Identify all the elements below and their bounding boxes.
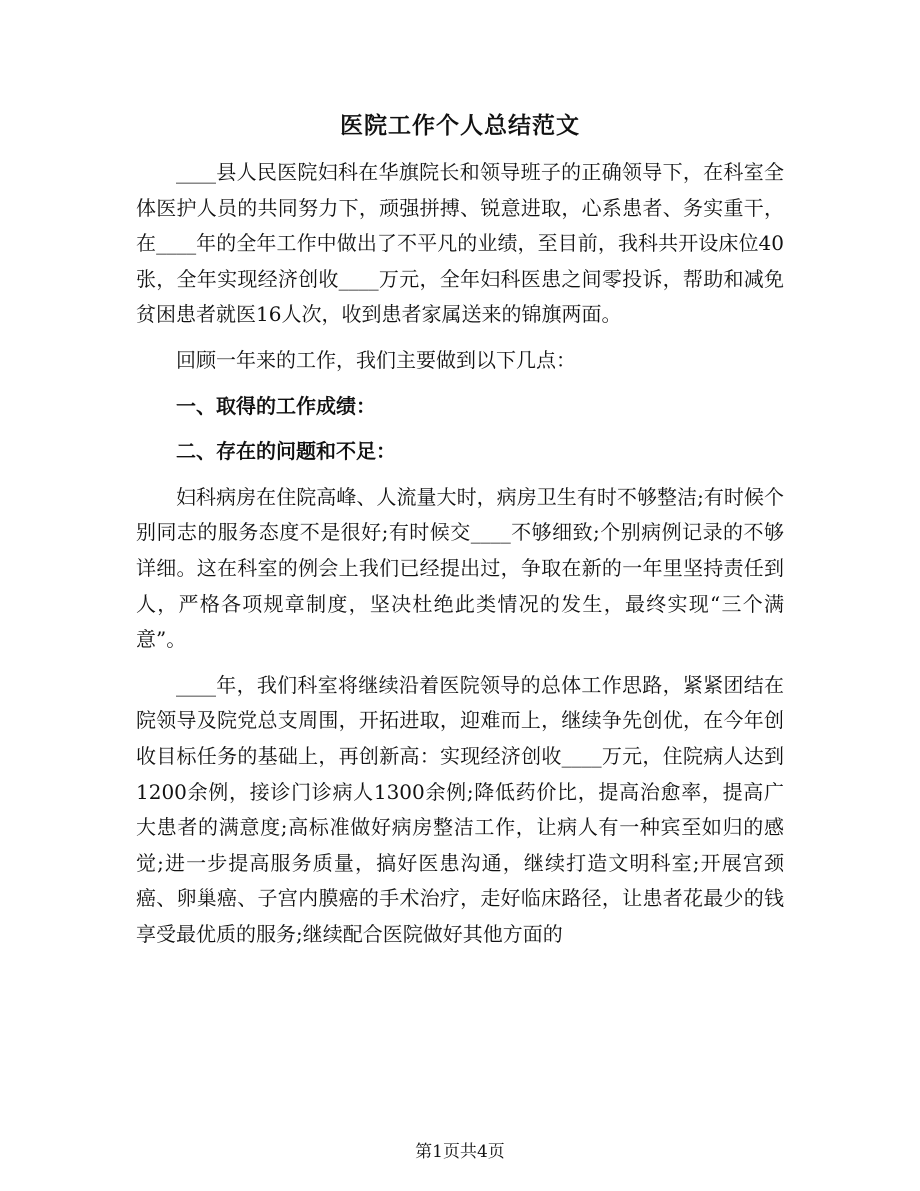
document-title: 医院工作个人总结范文 <box>340 112 580 139</box>
heading-achievements: 一、取得的工作成绩： <box>176 393 376 418</box>
page-footer: 第1页共4页 <box>415 1142 505 1162</box>
heading-problems: 二、存在的问题和不足： <box>176 439 396 464</box>
paragraph-plans: ____年，我们科室将继续沿着医院领导的总体工作思路，紧紧团结在院领导及院党总支周围，开拓进取，迎难而上，继续争先创优，在今年创收目标任务的基础上，再创新高：实现经济创收____万元，住院病人达到1200余例，接诊门诊病人1300余例;降低药价比，提高治愈率，提高广大患者的满意度;高标准做好病房整洁工作，让病人有一种宾至如归的感觉;进一步提高服务质量，搞好医患沟通，继续打造文明科室;开展宫颈癌、卵巢癌、子宫内膜癌的手术治疗，走好临床路径，让患者花最少的钱享受最优质的服务;继续配合医院做好其他方面的 <box>136 672 784 946</box>
paragraph-intro: ____县人民医院妇科在华旗院长和领导班子的正确领导下，在科室全体医护人员的共同努力下，顽强拼搏、锐意进取，心系患者、务实重干，在____年的全年工作中做出了不平凡的业绩，至目前，我科共开设床位40张，全年实现经济创收____万元，全年妇科医患之间零投诉，帮助和减免贫困患者就医16人次，收到患者家属送来的锦旗两面。 <box>136 160 784 327</box>
paragraph-review: 回顾一年来的工作，我们主要做到以下几点： <box>176 347 576 372</box>
paragraph-problems: 妇科病房在住院高峰、人流量大时，病房卫生有时不够整洁;有时候个别同志的服务态度不是很好;有时候交____不够细致;个别病例记录的不够详细。这在科室的例会上我们已经提出过，争取在新的一年里坚持责任到人，严格各项规章制度，坚决杜绝此类情况的发生，最终实现“三个满意”。 <box>136 484 784 652</box>
document-body <box>136 155 784 952</box>
